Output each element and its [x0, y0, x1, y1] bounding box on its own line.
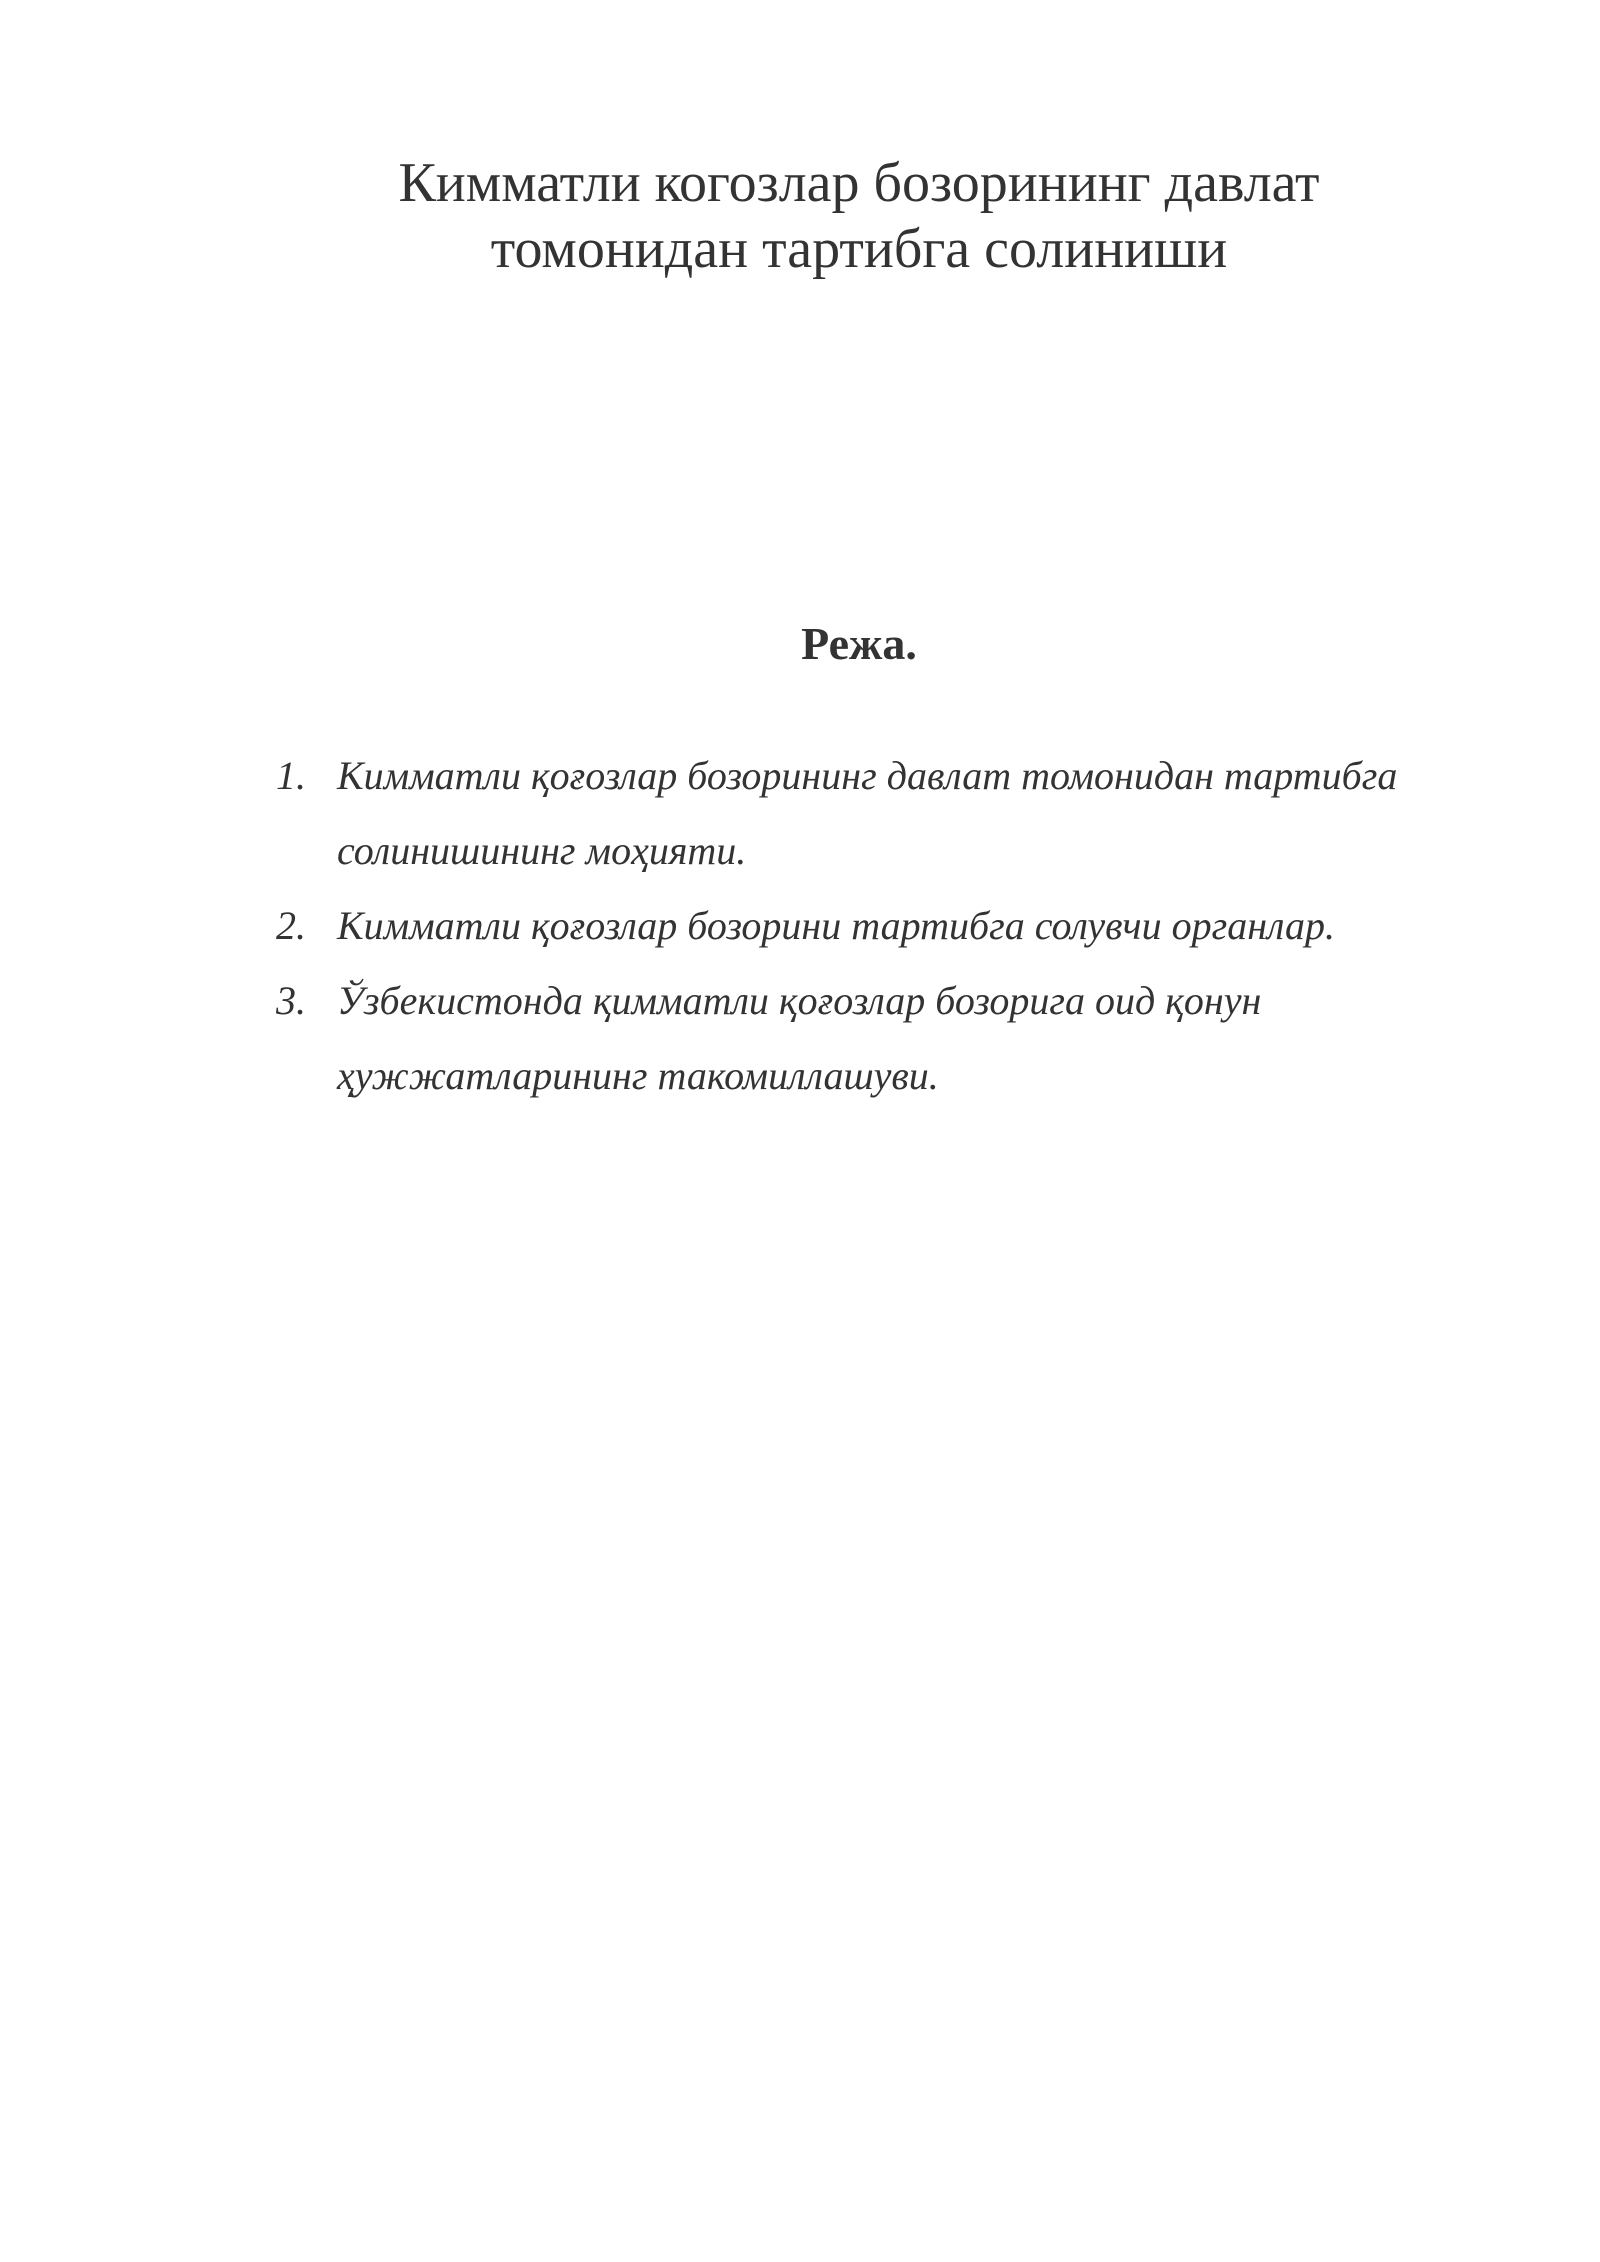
list-item-text: Ўзбекистонда қимматли қоғозлар бозорига оид қонун [337, 978, 1262, 1023]
plan-heading: Режа. [801, 618, 917, 669]
list-item-text: Кимматли қоғозлар бозорининг давлат томонидан тартибга [337, 753, 1398, 798]
plan-item-1 [270, 738, 1500, 888]
list-item-text: ҳужжатларининг такомиллашуви. [337, 1053, 939, 1098]
list-item-text: Кимматли қоғозлар бозорини тартибга солувчи органлар. [337, 903, 1335, 948]
title-line: томонидан тартибга солиниши [490, 218, 1228, 280]
list-item-number: 2. [276, 903, 306, 948]
plan-item-3 [270, 963, 1500, 1113]
plan-item-2 [270, 888, 1500, 963]
document-title [300, 150, 1418, 282]
list-item-number: 3. [276, 978, 306, 1023]
title-line: Кимматли когозлар бозорининг давлат [398, 152, 1320, 214]
plan-list [270, 738, 1500, 1113]
list-item-text: солинишининг моҳияти. [337, 828, 747, 873]
list-item-number: 1. [276, 753, 306, 798]
